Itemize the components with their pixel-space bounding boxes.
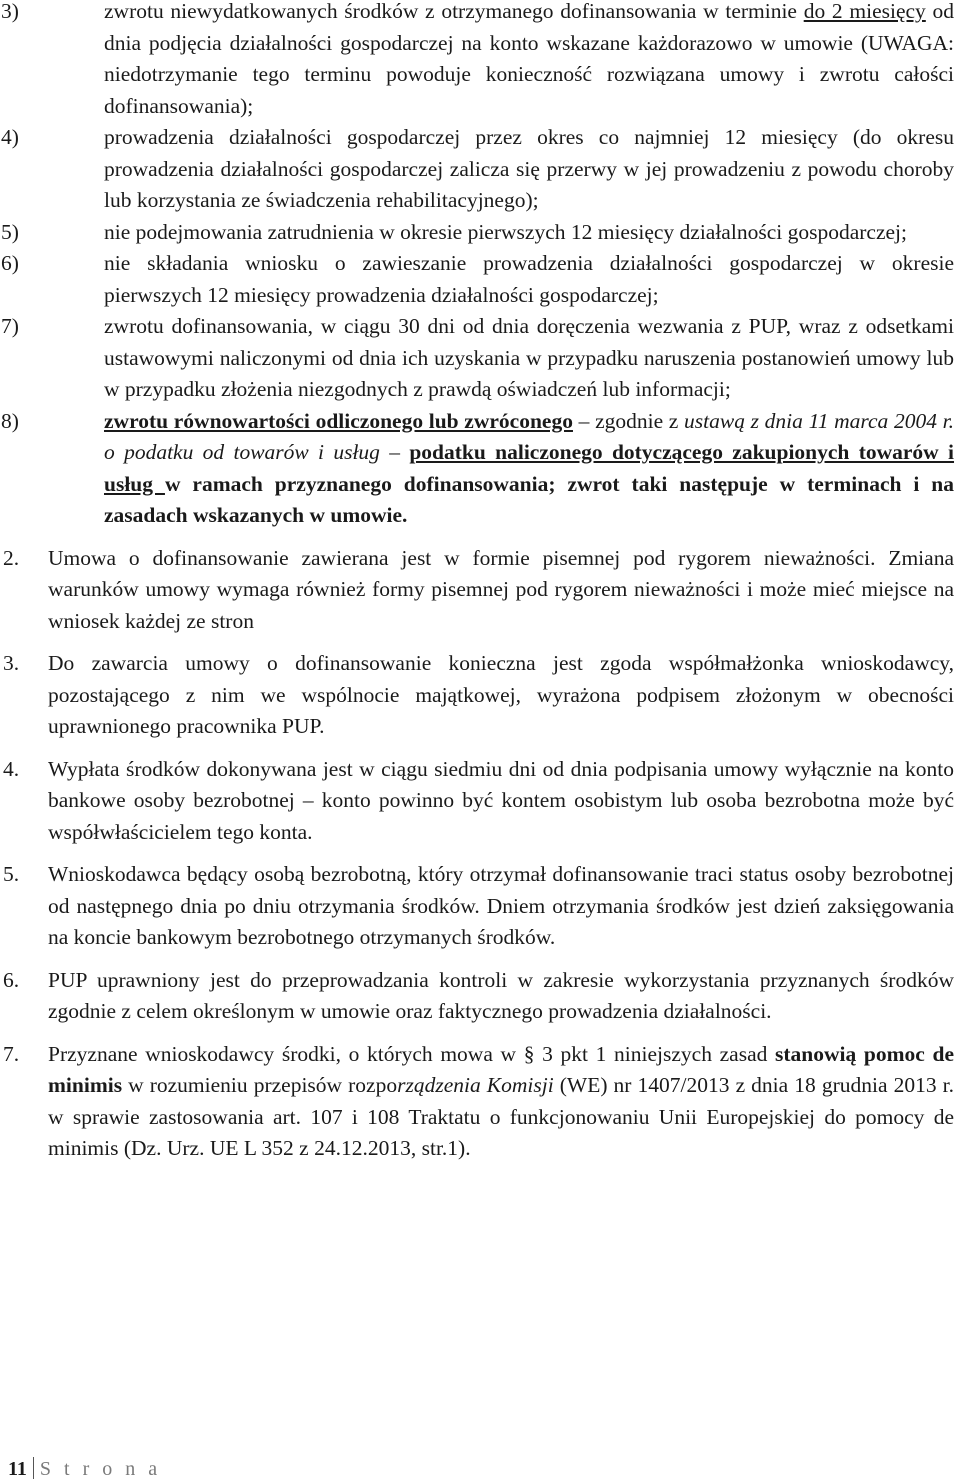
paragraph-number: 7.: [3, 1041, 20, 1066]
footer-divider: [33, 1457, 34, 1479]
item-text: zwrotu dofinansowania, w ciągu 30 dni od dnia doręczenia wezwania z PUP, wraz z odsetkami ustawowymi naliczonymi od dnia ich uzyskania w przypadku naruszenia postanowień umowy lub w przypadku złożenia niezgodnych z prawdą oświadczeń lub informacji;: [104, 314, 954, 401]
paragraph-number: 3.: [3, 651, 20, 675]
item-number: 6): [1, 251, 19, 275]
page-label: S t r o n a: [39, 1458, 162, 1480]
paragraph-7: [3, 1039, 954, 1165]
page-number: 11: [8, 1458, 27, 1480]
sub-list: [1, 0, 955, 532]
underlined-term: do 2 miesięcy: [803, 0, 926, 23]
paragraph-text: Wypłata środków dokonywana jest w ciągu siedmiu dni od dnia podpisania umowy wyłącznie na konto bankowe osoby bezrobotnej – konto powinno być kontem osobistym lub osoba bezrobotna może być współwłaścicielem tego konta.: [48, 756, 954, 844]
item-text: nie podejmowania zatrudnienia w okresie pierwszych 12 miesięcy działalności gospodarczej;: [104, 219, 907, 244]
paragraph-text: Umowa o dofinansowanie zawierana jest w formie pisemnej pod rygorem nieważności. Zmiana warunków umowy wymaga również formy pisemnej pod rygorem nieważności i może mieć miejsce na wniosek każdej ze stron: [48, 545, 954, 633]
item-number: 5): [1, 219, 19, 244]
item-number: 3): [1, 0, 19, 23]
item-number: 7): [1, 314, 19, 338]
item-text: zwrotu niewydatkowanych środków z otrzymanego dofinansowania w terminie do 2 miesięcy od dnia podjęcia działalności gospodarczej na konto wskazane każdorazowo w umowie (UWAGA: niedotrzymanie tego terminu powoduje konieczność rozwiązana umowy i zwrotu całości dofinansowania);: [104, 0, 955, 118]
paragraph-number: 4.: [3, 756, 20, 781]
item-text: zwrotu równowartości odliczonego lub zwróconego – zgodnie z ustawą z dnia 11 marca 2004 r. o podatku od towarów i usług – podatku naliczonego dotyczącego zakupionych towarów i usług w ramach przyznanego dofinansowania; zwrot taki następuje w terminach i na zasadach wskazanych w umowie.: [104, 408, 955, 527]
paragraph-text: PUP uprawniony jest do przeprowadzania kontroli w zakresie wykorzystania przyznanych środków zgodnie z celem określonym w umowie oraz faktycznego prowadzenia działalności.: [48, 967, 954, 1023]
paragraph-number: 5.: [3, 862, 20, 886]
list-item-6: [1, 248, 954, 311]
list-item-3: [1, 0, 955, 122]
page-footer: [8, 1457, 161, 1481]
list-item-4: [1, 122, 954, 217]
paragraph-4: [3, 754, 954, 849]
paragraph-6: [3, 965, 954, 1028]
paragraph-5: [3, 859, 954, 954]
paragraph-3: [3, 648, 954, 743]
item-text: nie składania wniosku o zawieszanie prowadzenia działalności gospodarczej w okresie pierwszych 12 miesięcy prowadzenia działalności gospodarczej;: [104, 251, 954, 307]
list-item-7: [1, 311, 954, 406]
paragraph-text: Przyznane wnioskodawcy środki, o których mowa w § 3 pkt 1 niniejszych zasad stanowią pomoc de minimis w rozumieniu przepisów rozporządzenia Komisji (WE) nr 1407/2013 z dnia 18 grudnia 2013 r. w sprawie zastosowania art. 107 i 108 Traktatu o funkcjonowaniu Unii Europejskiej do pomocy de minimis (Dz. Urz. UE L 352 z 24.12.2013, str.1).: [48, 1041, 954, 1160]
item-number: 4): [1, 125, 19, 149]
paragraph-number: 2.: [3, 545, 20, 570]
paragraph-text: Wnioskodawca będący osobą bezrobotną, który otrzymał dofinansowanie traci status osoby bezrobotnej od następnego dnia po dniu otrzymania środków. Dniem otrzymania środków jest dzień zaksięgowania na koncie bankowym bezrobotnego otrzymanych środków.: [48, 862, 954, 949]
item-number: 8): [1, 408, 19, 433]
paragraph-text: Do zawarcia umowy o dofinansowanie konieczna jest zgoda współmałżonka wnioskodawcy, pozostającego z nim we wspólnocie majątkowej, wyrażona podpisem złożonym w obecności uprawnionego pracownika PUP.: [48, 651, 954, 738]
list-item-5: [1, 217, 954, 249]
list-item-8: [1, 406, 955, 532]
paragraph-number: 6.: [3, 967, 20, 992]
item-text: prowadzenia działalności gospodarczej przez okres co najmniej 12 miesięcy (do okresu prowadzenia działalności gospodarczej zalicza się przerwy w jej prowadzeniu z powodu choroby lub korzystania ze świadczenia rehabilitacyjnego);: [104, 125, 954, 212]
paragraph-2: [3, 543, 954, 638]
